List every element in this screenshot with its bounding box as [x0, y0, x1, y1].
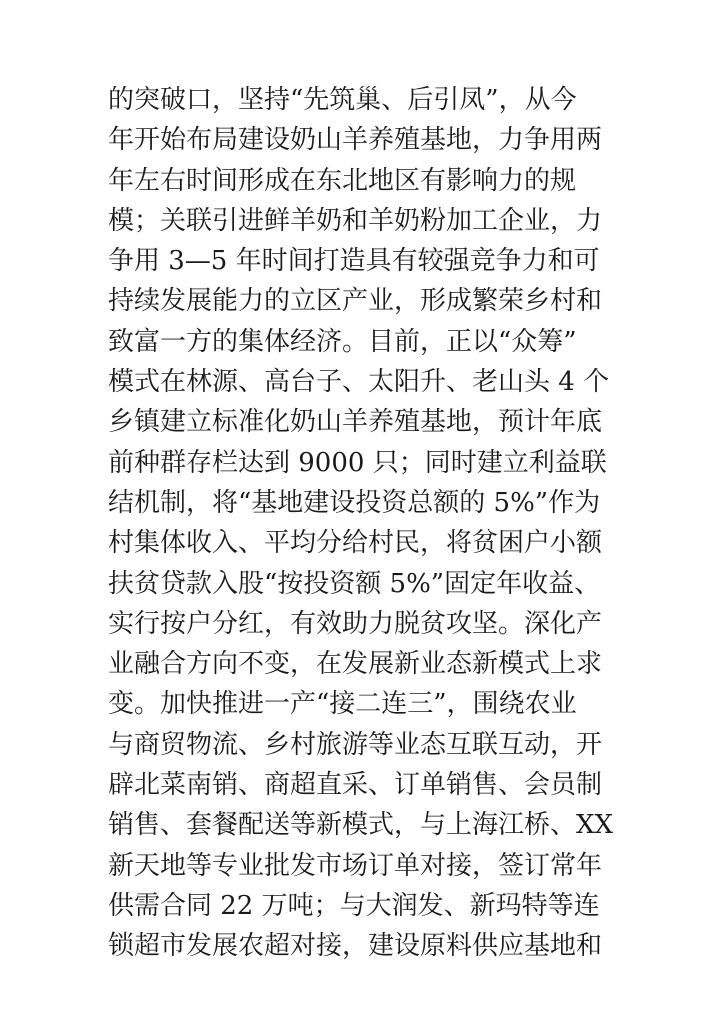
text-line-19: 销售、套餐配送等新模式，与上海江桥、XX	[108, 810, 614, 841]
text-line-18: 辟北菜南销、商超直采、订单销售、会员制	[108, 770, 603, 801]
text-line-14: 实行按户分红，有效助力脱贫攻坚。深化产	[108, 608, 603, 639]
text-line-1: 的突破口，坚持“先筑巢、后引凤”，从今	[108, 85, 577, 115]
text-line-10: 前种群存栏达到 9000 只；同时建立利益联	[108, 447, 607, 478]
text-line-12: 村集体收入、平均分给村民，将贫困户小额	[108, 528, 603, 559]
text-line-5: 争用 3—5 年时间打造具有较强竞争力和可	[108, 246, 600, 277]
text-line-8: 模式在林源、高台子、太阳升、老山头 4 个	[108, 367, 610, 398]
text-line-20: 新天地等专业批发市场订单对接，签订常年	[108, 850, 603, 881]
text-line-6: 持续发展能力的立区产业，形成繁荣乡村和	[108, 286, 603, 317]
text-line-2: 年开始布局建设奶山羊养殖基地，力争用两	[108, 125, 603, 156]
text-line-3: 年左右时间形成在东北地区有影响力的规	[108, 165, 577, 196]
text-line-13: 扶贫贷款入股“按投资额 5%”固定年收益、	[108, 568, 601, 599]
text-line-15: 业融合方向不变，在发展新业态新模式上求	[108, 649, 603, 680]
text-line-22: 锁超市发展农超对接，建设原料供应基地和	[108, 931, 603, 962]
text-line-7: 致富一方的集体经济。目前，正以“众筹”	[108, 326, 577, 357]
text-line-9: 乡镇建立标准化奶山羊养殖基地，预计年底	[108, 407, 603, 438]
text-line-21: 供需合同 22 万吨；与大润发、新玛特等连	[108, 890, 600, 921]
text-line-17: 与商贸物流、乡村旅游等业态互联互动，开	[108, 729, 603, 760]
text-line-4: 模；关联引进鲜羊奶和羊奶粉加工企业，力	[108, 205, 603, 236]
text-line-16: 变。加快推进一产“接二连三”，围绕农业	[108, 689, 577, 720]
text-line-11: 结机制，将“基地建设投资总额的 5%”作为	[108, 487, 601, 518]
body-paragraph	[108, 80, 614, 967]
